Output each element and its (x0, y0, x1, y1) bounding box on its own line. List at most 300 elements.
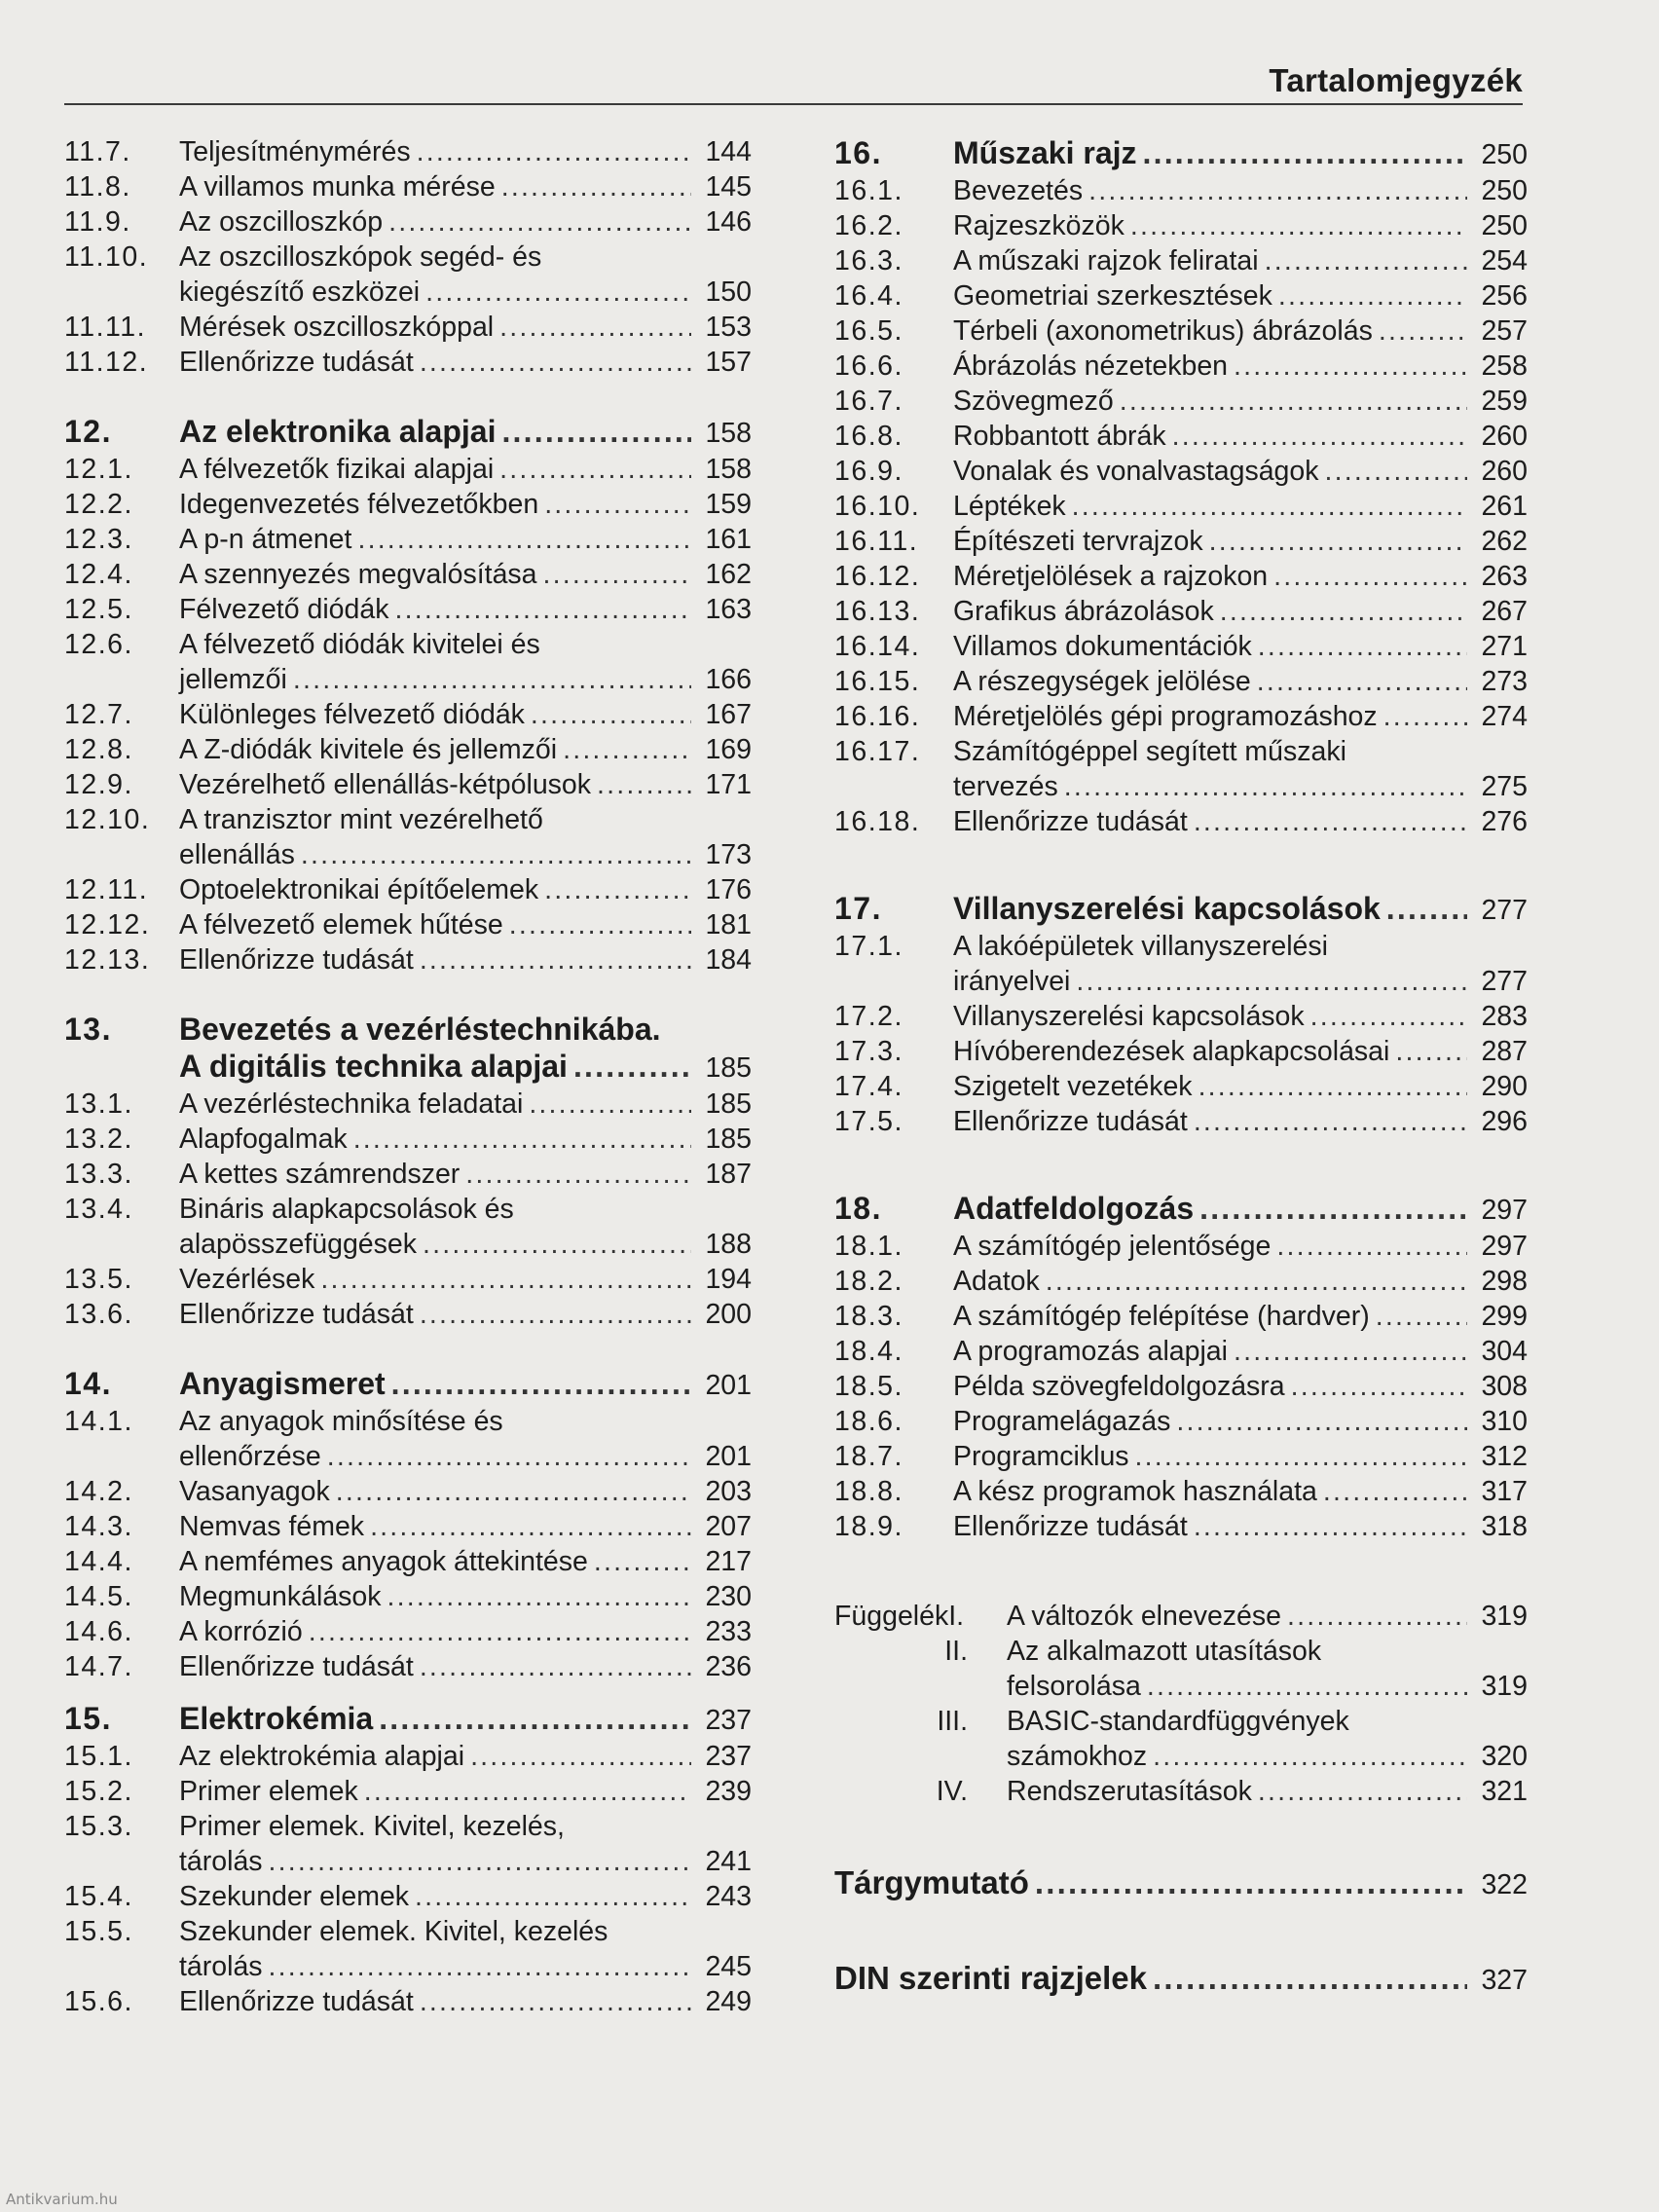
toc-entry-title (179, 169, 697, 204)
toc-entry-number: 12.8. (64, 734, 133, 765)
toc-entry-number: 14.6. (64, 1616, 133, 1647)
toc-left-column (64, 134, 752, 2019)
toc-entry-number: 12.9. (64, 769, 133, 800)
toc-entry-title (179, 1649, 697, 1684)
toc-entry-number: 14. (64, 1366, 112, 1401)
dot-leader (417, 134, 691, 169)
toc-entry-row (64, 1122, 752, 1157)
toc-entry-title (179, 1404, 697, 1439)
toc-entry-title (179, 872, 697, 907)
toc-entry-title (953, 1264, 1473, 1299)
toc-entry-number: 16.1. (834, 175, 903, 206)
toc-entry-title (179, 204, 697, 240)
toc-entry-row (834, 929, 1528, 964)
toc-entry-number: 18.2. (834, 1266, 903, 1297)
dot-leader (420, 1984, 691, 2019)
toc-entry-number: 16.12. (834, 561, 921, 592)
appendix-row (834, 1669, 1528, 1704)
toc-entry-title (953, 419, 1473, 454)
toc-entry-title (953, 1369, 1473, 1404)
toc-entry-row (64, 1774, 752, 1809)
dot-leader (1258, 629, 1467, 664)
toc-entry-row (834, 454, 1528, 489)
toc-chapter-row (834, 1190, 1528, 1229)
toc-entry-title-text: Ellenőrizze tudását (179, 1299, 414, 1330)
toc-entry-title (953, 489, 1473, 524)
appendix-title (1007, 1739, 1473, 1774)
toc-entry-row (64, 487, 752, 522)
toc-entry-page: 283 (1481, 1001, 1528, 1032)
dot-leader (531, 697, 691, 732)
toc-entry-title-text: Adatfeldolgozás (953, 1191, 1195, 1226)
toc-entry-title (953, 243, 1473, 278)
toc-entry-row (64, 1474, 752, 1509)
toc-entry-title-text: kiegészítő eszközei (179, 276, 421, 308)
toc-entry-title-text: Grafikus ábrázolások (953, 596, 1214, 627)
toc-entry-title-text: Félvezető diódák (179, 594, 389, 625)
dot-leader (387, 1579, 691, 1614)
toc-entry-title (179, 310, 697, 345)
dot-leader (1395, 1034, 1467, 1069)
index-row (834, 1863, 1528, 1904)
toc-entry-title-text: Mérések oszcilloszkóppal (179, 312, 495, 343)
toc-entry-title (953, 1299, 1473, 1334)
toc-entry-title-text: Optoelektronikai építőelemek (179, 874, 539, 905)
toc-entry-page: 185 (705, 1052, 752, 1084)
toc-entry-title (953, 134, 1473, 171)
toc-entry-title (953, 699, 1473, 734)
toc-entry-row (834, 559, 1528, 594)
dot-leader (1046, 1264, 1467, 1299)
dot-leader (1088, 173, 1467, 208)
dot-leader (1291, 1369, 1467, 1404)
toc-entry-page: 263 (1481, 561, 1528, 592)
toc-entry-row (64, 802, 752, 837)
toc-entry-page: 318 (1481, 1511, 1528, 1542)
appendix-title-text: A változók elnevezése (1007, 1601, 1282, 1632)
toc-entry-row (64, 1157, 752, 1192)
toc-entry-title-text: Ellenőrizze tudását (953, 1106, 1188, 1137)
toc-entry-page: 290 (1481, 1071, 1528, 1102)
toc-entry-title-text: Primer elemek (179, 1776, 358, 1807)
toc-chapter-row (64, 1700, 752, 1739)
toc-entry-title (953, 278, 1473, 313)
toc-entry-number: 18.3. (834, 1301, 903, 1332)
toc-entry-row (834, 1509, 1528, 1544)
toc-entry-page: 159 (705, 489, 752, 520)
toc-entry-number: 17.2. (834, 1001, 903, 1032)
toc-entry-row (64, 767, 752, 802)
dot-leader (336, 1474, 691, 1509)
dot-leader (1153, 1959, 1467, 1998)
toc-entry-number: 13. (64, 1012, 112, 1047)
dot-leader (415, 1879, 691, 1914)
appendix-row (834, 1634, 1528, 1669)
toc-entry-number: 18.9. (834, 1511, 903, 1542)
toc-entry-title (179, 767, 697, 802)
toc-entry-number: 12.5. (64, 594, 133, 625)
toc-entry-title-text: Ellenőrizze tudását (179, 1986, 414, 2017)
toc-entry-title-text: Alapfogalmak (179, 1124, 348, 1155)
toc-entry-row (64, 1809, 752, 1844)
toc-entry-title (953, 1334, 1473, 1369)
toc-entry-title-text: Szekunder elemek (179, 1881, 410, 1912)
toc-entry-title-text: Villanyszerelési kapcsolások (953, 891, 1381, 926)
toc-entry-row (64, 1192, 752, 1227)
toc-entry-title (953, 804, 1473, 839)
toc-entry-row (64, 134, 752, 169)
appendix-row (834, 1774, 1528, 1809)
toc-entry-title (179, 1365, 697, 1402)
toc-entry-title-text: Bináris alapkapcsolások és (179, 1194, 514, 1225)
dot-leader (423, 1227, 691, 1262)
toc-entry-title-text: alapösszefüggések (179, 1229, 418, 1260)
toc-entry-page: 185 (705, 1124, 752, 1155)
dot-leader (1383, 699, 1467, 734)
toc-entry-title (953, 1104, 1473, 1139)
toc-entry-page: 308 (1481, 1371, 1528, 1402)
toc-entry-title (953, 559, 1473, 594)
dot-leader (499, 310, 691, 345)
toc-entry-title-text: Az oszcilloszkóp (179, 206, 384, 238)
toc-entry-title (179, 627, 697, 662)
toc-entry-number: 11.9. (64, 206, 131, 238)
toc-entry-page: 161 (705, 524, 752, 555)
toc-entry-page: 299 (1481, 1301, 1528, 1332)
toc-entry-page: 153 (705, 312, 752, 343)
toc-entry-row (64, 1439, 752, 1474)
toc-entry-number: 15.4. (64, 1881, 133, 1912)
toc-entry-row (64, 1649, 752, 1684)
toc-entry-number: 12.6. (64, 629, 133, 660)
toc-entry-page: 243 (705, 1881, 752, 1912)
toc-entry-title (179, 1474, 697, 1509)
dot-leader (1143, 134, 1467, 171)
toc-entry-number: 14.3. (64, 1511, 133, 1542)
dot-leader (544, 872, 691, 907)
appendix-row (834, 1599, 1528, 1634)
appendix-title-text: felsorolása (1007, 1671, 1141, 1702)
appendix-title (1007, 1704, 1473, 1739)
toc-entry-title (179, 1087, 697, 1122)
toc-entry-title-text: Ellenőrizze tudását (953, 806, 1188, 837)
toc-entry-title-text: Megmunkálások (179, 1581, 382, 1612)
toc-entry-title (953, 313, 1473, 349)
toc-entry-page: 271 (1481, 631, 1528, 662)
toc-entry-title-text: A számítógép felépítése (hardver) (953, 1301, 1370, 1332)
toc-entry-row (834, 1334, 1528, 1369)
appendix-page: 321 (1481, 1776, 1528, 1807)
toc-entry-title (179, 1844, 697, 1879)
dot-leader (353, 1122, 691, 1157)
dot-leader (1234, 349, 1467, 384)
toc-entry-number: 11.7. (64, 136, 131, 167)
dot-leader (301, 837, 691, 872)
toc-entry-page: 262 (1481, 526, 1528, 557)
appendix-roman: I. (948, 1601, 965, 1632)
toc-entry-title-text: A szennyezés megvalósítása (179, 559, 537, 590)
toc-entry-row (64, 1297, 752, 1332)
dot-leader (1153, 1739, 1467, 1774)
toc-entry-page: 144 (705, 136, 752, 167)
toc-entry-title-text: ellenállás (179, 839, 295, 870)
toc-entry-title-text: Programelágazás (953, 1406, 1171, 1437)
dot-leader (1258, 1774, 1467, 1809)
toc-entry-title-text: Ellenőrizze tudását (953, 1511, 1188, 1542)
toc-entry-title-text: A kettes számrendszer (179, 1159, 461, 1190)
toc-entry-page: 162 (705, 559, 752, 590)
toc-entry-title-text: Méretjelölés gépi programozáshoz (953, 701, 1378, 732)
toc-entry-title (179, 942, 697, 977)
dot-leader (529, 1087, 691, 1122)
toc-entry-page: 298 (1481, 1266, 1528, 1297)
toc-entry-title-text: Léptékek (953, 491, 1066, 522)
dot-leader (1220, 594, 1467, 629)
toc-entry-page: 167 (705, 699, 752, 730)
toc-entry-title (953, 349, 1473, 384)
dot-leader (1120, 384, 1467, 419)
dot-leader (269, 1949, 691, 1984)
appendix-title-text: BASIC-standardfüggvények (1007, 1706, 1349, 1737)
toc-entry-page: 261 (1481, 491, 1528, 522)
toc-entry-page: 304 (1481, 1336, 1528, 1367)
toc-entry-page: 257 (1481, 315, 1528, 347)
appendix-label: Függelék (834, 1601, 949, 1632)
toc-entry-page: 297 (1481, 1195, 1528, 1226)
toc-entry-title (179, 1739, 697, 1774)
toc-entry-row (834, 278, 1528, 313)
toc-entry-title-text: Méretjelölések a rajzokon (953, 561, 1269, 592)
toc-entry-title (179, 275, 697, 310)
toc-entry-row (834, 173, 1528, 208)
toc-entry-row (834, 999, 1528, 1034)
toc-entry-row (834, 1299, 1528, 1334)
toc-entry-number: 14.2. (64, 1476, 133, 1507)
toc-entry-title-text: tárolás (179, 1846, 263, 1877)
dot-leader (1323, 1474, 1467, 1509)
toc-entry-number: 17.5. (834, 1106, 903, 1137)
toc-entry-title-text: A vezérléstechnika feladatai (179, 1088, 524, 1120)
toc-entry-number: 14.5. (64, 1581, 133, 1612)
toc-entry-title (953, 1439, 1473, 1474)
toc-entry-page: 245 (705, 1951, 752, 1982)
toc-entry-page: 250 (1481, 175, 1528, 206)
appendix-number (834, 1634, 1007, 1669)
toc-entry-row (834, 349, 1528, 384)
dot-leader (573, 1048, 691, 1085)
appendix-page: 320 (1481, 1741, 1528, 1772)
toc-entry-title (179, 240, 697, 275)
toc-entry-title-text: Számítógéppel segített műszaki (953, 736, 1346, 767)
dot-leader (1035, 1863, 1467, 1902)
toc-entry-row (64, 1227, 752, 1262)
toc-entry-row (834, 1069, 1528, 1104)
toc-entry-page: 176 (705, 874, 752, 905)
toc-chapter-row (834, 890, 1528, 929)
toc-entry-page: 194 (705, 1264, 752, 1295)
toc-entry-number: 16.13. (834, 596, 921, 627)
toc-entry-title-text: Robbantott ábrák (953, 421, 1166, 452)
toc-entry-page: 203 (705, 1476, 752, 1507)
toc-entry-page: 259 (1481, 386, 1528, 417)
toc-entry-row (64, 1087, 752, 1122)
toc-entry-row (64, 1844, 752, 1879)
toc-entry-page: 166 (705, 664, 752, 695)
toc-entry-title (953, 1404, 1473, 1439)
toc-entry-title (179, 1439, 697, 1474)
toc-entry-title-text: Térbeli (axonometrikus) ábrázolás (953, 315, 1373, 347)
toc-entry-row (834, 419, 1528, 454)
appendix-roman: IV. (936, 1776, 968, 1807)
appendix-page: 319 (1481, 1601, 1528, 1632)
toc-entry-title (179, 1262, 697, 1297)
toc-entry-number: 17.1. (834, 931, 903, 962)
toc-entry-title-text: Vasanyagok (179, 1476, 330, 1507)
appendix-number (834, 1704, 1007, 1739)
toc-entry-page: 150 (705, 276, 752, 308)
toc-chapter-row (64, 413, 752, 452)
toc-entry-row (64, 1509, 752, 1544)
toc-entry-row (64, 697, 752, 732)
toc-entry-row (834, 734, 1528, 769)
toc-entry-number: 18. (834, 1191, 882, 1226)
toc-entry-row (834, 664, 1528, 699)
appendix-roman: III. (937, 1706, 968, 1737)
index-page: 322 (1481, 1869, 1528, 1900)
toc-entry-number: 12.12. (64, 909, 151, 940)
toc-entry-title-text: irányelvei (953, 966, 1071, 997)
toc-entry-page: 276 (1481, 806, 1528, 837)
appendix-title (1007, 1599, 1473, 1634)
appendix-number (834, 1774, 1007, 1809)
toc-entry-title (179, 1700, 697, 1737)
index-page: 327 (1481, 1965, 1528, 1996)
toc-entry-title-text: Idegenvezetés félvezetőkben (179, 489, 539, 520)
toc-entry-title-text: Villamos dokumentációk (953, 631, 1252, 662)
dot-leader (394, 592, 691, 627)
toc-entry-number: 16.2. (834, 210, 903, 241)
toc-entry-title-text: Szövegmező (953, 386, 1114, 417)
dot-leader (509, 907, 691, 942)
toc-entry-row (64, 557, 752, 592)
toc-entry-page: 296 (1481, 1106, 1528, 1137)
toc-entry-row (64, 310, 752, 345)
toc-entry-title-text: Ellenőrizze tudását (179, 347, 414, 378)
toc-entry-number: 18.5. (834, 1371, 903, 1402)
toc-entry-title (179, 697, 697, 732)
appendix-row (834, 1704, 1528, 1739)
toc-entry-title (179, 1774, 697, 1809)
toc-entry-title-text: Ábrázolás nézetekben (953, 350, 1229, 382)
dot-leader (1273, 559, 1467, 594)
toc-entry-row (64, 1984, 752, 2019)
toc-entry-page: 274 (1481, 701, 1528, 732)
toc-entry-page: 181 (705, 909, 752, 940)
appendix-roman: II. (944, 1636, 968, 1667)
dot-leader (379, 1700, 691, 1737)
toc-entry-title (953, 594, 1473, 629)
toc-entry-title (953, 734, 1473, 769)
toc-entry-number: 12.4. (64, 559, 133, 590)
toc-entry-row (834, 1264, 1528, 1299)
toc-entry-page: 158 (705, 418, 752, 449)
toc-entry-number: 12.2. (64, 489, 133, 520)
toc-entry-row (64, 837, 752, 872)
toc-entry-page: 200 (705, 1299, 752, 1330)
toc-entry-number: 13.3. (64, 1159, 133, 1190)
toc-entry-row (64, 522, 752, 557)
dot-leader (1135, 1439, 1467, 1474)
toc-entry-title-text: Különleges félvezető diódák (179, 699, 525, 730)
dot-leader (420, 1649, 691, 1684)
dot-leader (597, 767, 691, 802)
dot-leader (499, 452, 691, 487)
toc-entry-title (179, 1914, 697, 1949)
toc-chapter-row (834, 134, 1528, 173)
toc-entry-page: 207 (705, 1511, 752, 1542)
toc-chapter-row (64, 1011, 752, 1048)
toc-entry-row (834, 313, 1528, 349)
toc-entry-title (179, 413, 697, 450)
toc-entry-page: 256 (1481, 280, 1528, 312)
toc-entry-title-text: ellenőrzése (179, 1441, 321, 1472)
appendix-title (1007, 1634, 1473, 1669)
toc-entry-page: 237 (705, 1741, 752, 1772)
appendix-title (1007, 1669, 1473, 1704)
toc-entry-title-text: Elektrokémia (179, 1701, 374, 1736)
toc-entry-number: 16.17. (834, 736, 921, 767)
toc-entry-page: 146 (705, 206, 752, 238)
toc-entry-number: 15.6. (64, 1986, 133, 2017)
toc-entry-row (64, 240, 752, 275)
toc-entry-page: 267 (1481, 596, 1528, 627)
appendix-page: 319 (1481, 1671, 1528, 1702)
toc-entry-row (834, 1229, 1528, 1264)
toc-entry-title (953, 173, 1473, 208)
dot-leader (420, 1297, 691, 1332)
page-title: Tartalomjegyzék (1269, 62, 1523, 98)
toc-entry-title-text: A lakóépületek villanyszerelési (953, 931, 1328, 962)
toc-entry-row (834, 243, 1528, 278)
toc-entry-title (953, 1229, 1473, 1264)
toc-entry-title-text: Programciklus (953, 1441, 1129, 1472)
index-title-text: Tárgymutató (834, 1864, 1029, 1900)
toc-entry-page: 273 (1481, 666, 1528, 697)
toc-entry-page: 250 (1481, 210, 1528, 241)
toc-entry-title-text: Geometriai szerkesztések (953, 280, 1272, 312)
toc-entry-number: 15. (64, 1701, 112, 1736)
dot-leader (501, 169, 691, 204)
toc-entry-number: 16.14. (834, 631, 921, 662)
dot-leader (420, 345, 691, 380)
index-title-text: DIN szerinti rajzjelek (834, 1960, 1147, 1996)
toc-entry-row (64, 1614, 752, 1649)
toc-entry-number: 16.3. (834, 245, 903, 276)
toc-entry-page: 275 (1481, 771, 1528, 802)
appendix-title-text: Rendszerutasítások (1007, 1776, 1252, 1807)
toc-entry-title-text: Hívóberendezések alapkapcsolásai (953, 1036, 1390, 1067)
dot-leader (1076, 964, 1467, 999)
toc-entry-row (64, 1949, 752, 1984)
toc-entry-number: 16.9. (834, 456, 903, 487)
toc-entry-page: 277 (1481, 895, 1528, 926)
toc-entry-title (179, 1297, 697, 1332)
toc-entry-page: 310 (1481, 1406, 1528, 1437)
toc-entry-page: 236 (705, 1651, 752, 1682)
toc-entry-title-text: A részegységek jelölése (953, 666, 1251, 697)
toc-entry-page: 145 (705, 171, 752, 203)
toc-entry-title-text: A tranzisztor mint vezérelhető (179, 804, 543, 835)
